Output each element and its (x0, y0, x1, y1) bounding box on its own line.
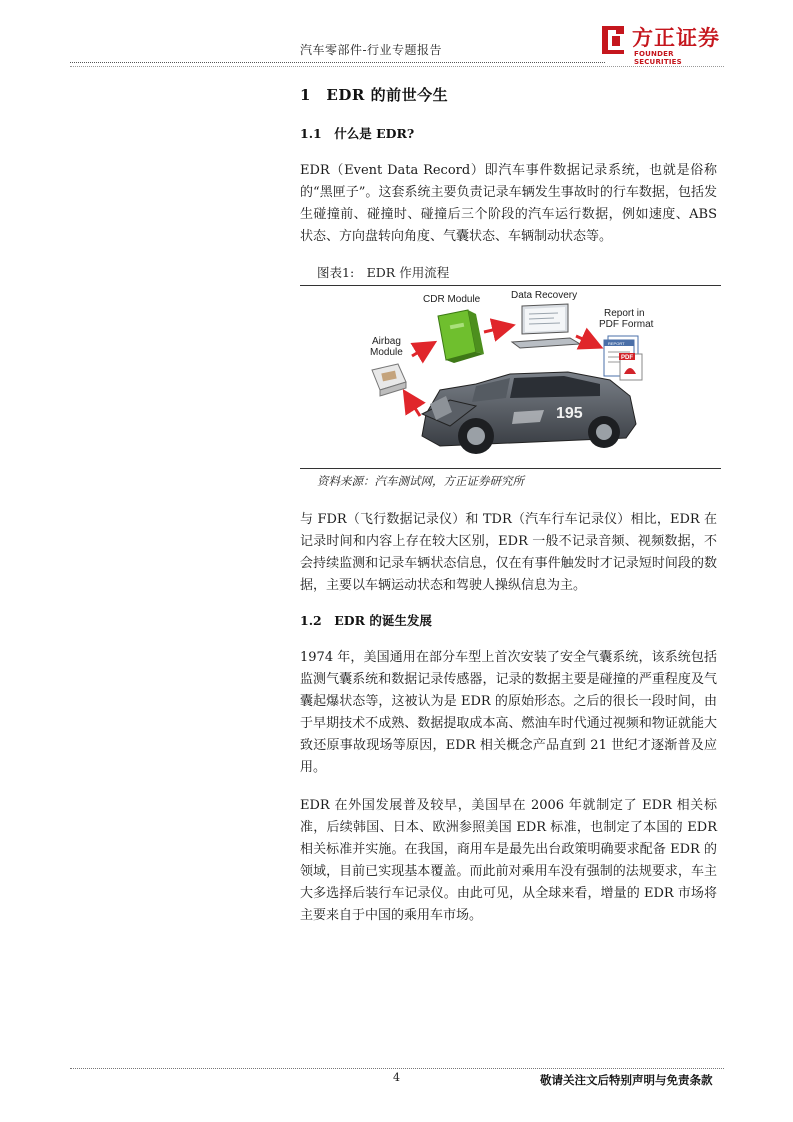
crashed-car-image (422, 372, 636, 454)
pdf-report-icon (604, 336, 642, 380)
label-cdr-module: CDR Module (423, 294, 481, 305)
arrow-airbag-to-cdr (412, 344, 432, 356)
edr-flow-figure (300, 286, 721, 468)
label-data-recovery: Data Recovery (511, 290, 578, 301)
header-divider-secondary (70, 66, 724, 67)
report-doc-label: REPORT (608, 341, 625, 346)
label-report-line1: Report in (604, 308, 645, 319)
founder-logo-icon (598, 22, 628, 56)
founder-securities-logo (598, 22, 724, 66)
figure-source: 资料来源：汽车测试网，方正证券研究所 (317, 474, 524, 488)
airbag-module-icon (372, 364, 406, 396)
paragraph-what-is-edr: EDR（Event Data Record）即汽车事件数据记录系统，也就是俗称的“黑匣子”。这套系统主要负责记录车辆发生事故时的行车数据，包括发生碰撞前、碰撞时、碰撞后三个阶段的汽车运行数据，例如速度、ABS 状态、方向盘转向角度、气囊状态、车辆制动状态等。 (300, 163, 717, 244)
label-airbag-line2: Module (370, 347, 403, 358)
laptop-icon (512, 304, 580, 348)
figure-bottom-rule (300, 468, 721, 469)
subsection-title-1-2: 1.2 EDR 的诞生发展 (300, 613, 432, 628)
header-divider (70, 62, 605, 63)
logo-chinese-name: 方正证券 (632, 26, 720, 50)
paragraph-edr-adoption: EDR 在外国发展普及较早，美国早在 2006 年就制定了 EDR 相关标准，后续韩国、日本、欧洲参照美国 EDR 标准，也制定了本国的 EDR 相关标准并实施。在我国，商用车是最先出台政策明确要求配备 EDR 的领域，目前已实现基本覆盖。而此前对乘用车没有强制的法规要求，车主大多选择后装行车记录仪。由此可见，从全球来看，增量的 EDR 市场将主要来自于中国的乘用车市场。 (300, 798, 717, 923)
label-airbag-line1: Airbag (372, 336, 401, 347)
pdf-badge: PDF (621, 355, 633, 361)
paragraph-edr-comparison: 与 FDR（飞行数据记录仪）和 TDR（汽车行车记录仪）相比，EDR 在记录时间和内容上存在较大区别，EDR 一般不记录音频、视频数据，不会持续监测和记录车辆状态信息，仅在有事件触发时才记录短时间段的数据，主要以车辆运动状态和驾驶人操纵信息为主。 (300, 512, 717, 593)
page-number: 4 (393, 1071, 400, 1084)
arrow-car-to-airbag (406, 394, 420, 416)
paragraph-edr-history: 1974 年，美国通用在部分车型上首次安装了安全气囊系统，该系统包括监测气囊系统和数据记录传感器，记录的数据主要是碰撞的严重程度及气囊起爆状态等，这被认为是 EDR 的原始形态。之后的很长一段时间，由于早期技术不成熟、数据提取成本高、燃油车时代通过视频和物证就能大致还原事故现场等原因，EDR 相关概念产品直到 21 世纪才逐渐普及应用。 (300, 650, 717, 775)
footer-divider (70, 1068, 724, 1069)
logo-english-name: FOUNDER SECURITIES (634, 50, 682, 66)
cdr-module-icon (438, 310, 484, 363)
report-title: 汽车零部件-行业专题报告 (300, 43, 443, 57)
arrow-cdr-to-recovery (484, 326, 510, 332)
figure-title: 图表1: EDR 作用流程 (317, 265, 450, 280)
footer-disclaimer: 敬请关注文后特别声明与免责条款 (540, 1073, 713, 1087)
subsection-title-1-1: 1.1 什么是 EDR? (300, 126, 415, 141)
section-title: 1 EDR 的前世今生 (300, 86, 449, 104)
label-report-line2: PDF Format (599, 319, 654, 330)
car-number-label: 195 (556, 405, 583, 422)
